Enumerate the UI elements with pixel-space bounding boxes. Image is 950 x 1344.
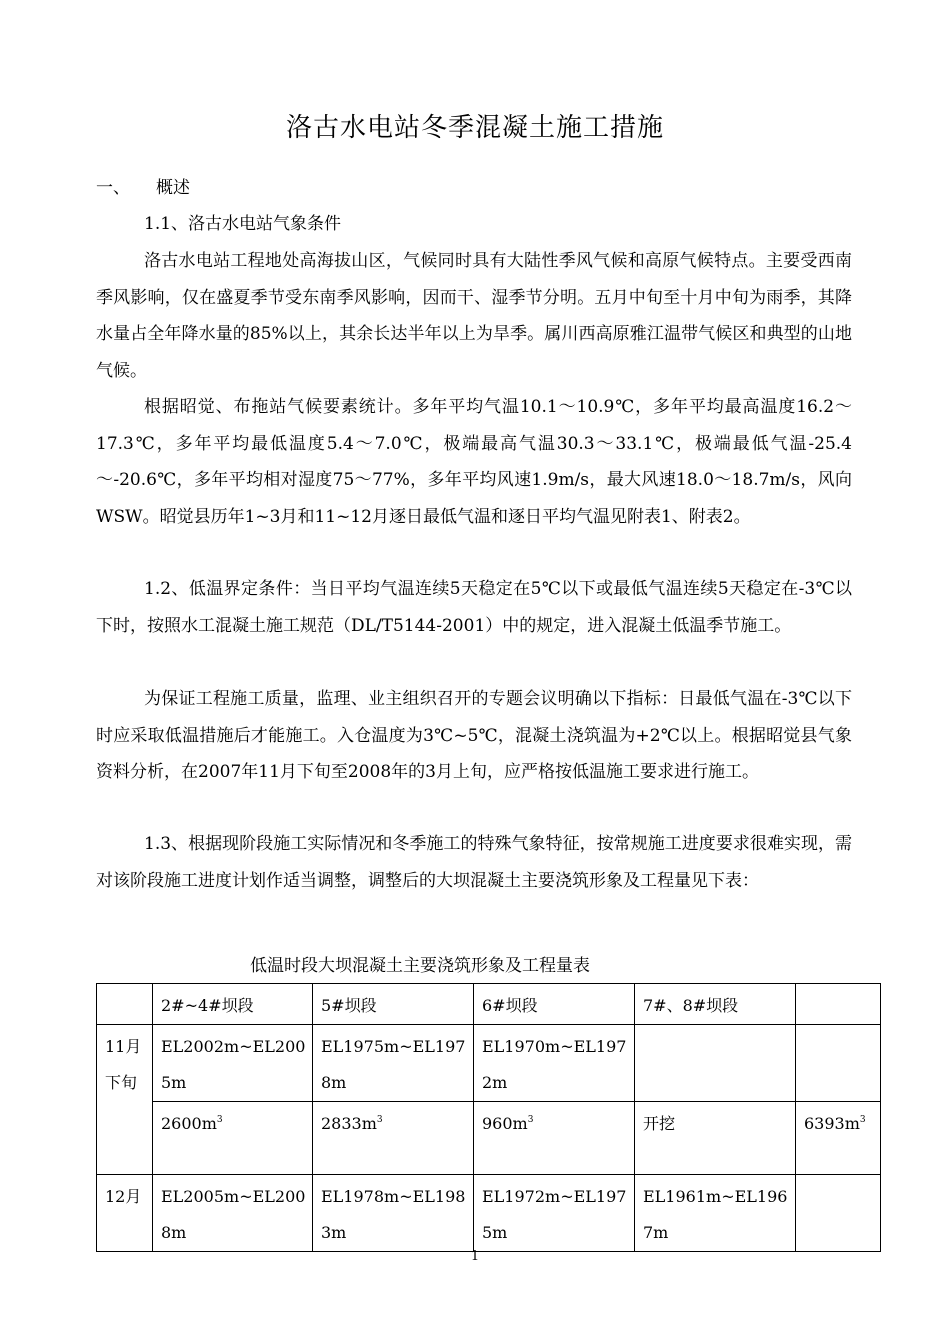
table-row — [97, 1102, 881, 1175]
elevation-cell — [796, 1175, 881, 1252]
table-header-row — [97, 984, 881, 1025]
pour-quantity-table — [96, 983, 881, 1252]
elevation-cell: EL2005m~EL2008m — [153, 1175, 313, 1252]
table-header-cell — [796, 984, 881, 1025]
table-header-cell: 6#坝段 — [474, 984, 635, 1025]
table-header-cell: 5#坝段 — [313, 984, 474, 1025]
elevation-cell: EL1972m~EL1975m — [474, 1175, 635, 1252]
elevation-cell — [635, 1025, 796, 1102]
subsection-heading: 1.1、洛古水电站气象条件 — [144, 214, 342, 234]
paragraph-schedule: 1.3、根据现阶段施工实际情况和冬季施工的特殊气象特征，按常规施工进度要求很难实现，需对该阶段施工进度计划作适当调整，调整后的大坝混凝土主要浇筑形象及工程量见下表： — [96, 834, 852, 891]
paragraph-climate: 洛古水电站工程地处高海拔山区，气候同时具有大陆性季风气候和高原气候特点。主要受西南季风影响，仅在盛夏季节受东南季风影响，因而干、湿季节分明。五月中旬至十月中旬为雨季，其降水量占全年降水量的85%以上，其余长达半年以上为旱季。属川西高原雅江温带气候区和典型的山地气候。 — [96, 251, 852, 381]
volume-cell: $960m^3$ — [474, 1102, 635, 1175]
month-cell: 11月下旬 — [97, 1025, 153, 1175]
paragraph-indicators: 为保证工程施工质量，监理、业主组织召开的专题会议明确以下指标：日最低气温在-3℃以下时应采取低温措施后才能施工。入仓温度为3℃~5℃，混凝土浇筑温为+2℃以上。根据昭觉县气象资料分析，在2007年11月下旬至2008年的3月上旬，应严格按低温施工要求进行施工。 — [96, 689, 852, 782]
elevation-cell — [796, 1025, 881, 1102]
volume-cell: $2833m^3$ — [313, 1102, 474, 1175]
table-row — [97, 1025, 881, 1102]
elevation-cell: EL1975m~EL1978m — [313, 1025, 474, 1102]
elevation-cell: EL1961m~EL1967m — [635, 1175, 796, 1252]
paragraph-low-temp-criteria: 1.2、低温界定条件：当日平均气温连续5天稳定在5℃以下或最低气温连续5天稳定在-3℃以下时，按照水工混凝土施工规范（DL/T5144-2001）中的规定，进入混凝土低温季节施工。 — [96, 579, 852, 636]
elevation-cell: EL2002m~EL2005m — [153, 1025, 313, 1102]
month-cell: 12月 — [97, 1175, 153, 1252]
volume-cell: $6393m^3$ — [796, 1102, 881, 1175]
section-number: 一、 — [96, 178, 130, 198]
table-caption: 低温时段大坝混凝土主要浇筑形象及工程量表 — [250, 956, 590, 976]
table-header-cell — [97, 984, 153, 1025]
volume-cell: 开挖 — [635, 1102, 796, 1175]
paragraph-statistics: 根据昭觉、布拖站气候要素统计。多年平均气温10.1～10.9℃，多年平均最高温度16.2～17.3℃，多年平均最低温度5.4～7.0℃，极端最高气温30.3～33.1℃，极端最低气温-25.4～-20.6℃，多年平均相对湿度75～77%，多年平均风速1.9m/s，最大风速18.0～18.7m/s，风向WSW。昭觉县历年1~3月和11~12月逐日最低气温和逐日平均气温见附表1、附表2。 — [96, 397, 852, 527]
document-title: 洛古水电站冬季混凝土施工措施 — [285, 113, 664, 143]
table-header-cell: 7#、8#坝段 — [635, 984, 796, 1025]
elevation-cell: EL1978m~EL1983m — [313, 1175, 474, 1252]
table-row — [97, 1175, 881, 1252]
page-number: 1 — [470, 1249, 480, 1264]
elevation-cell: EL1970m~EL1972m — [474, 1025, 635, 1102]
table-header-cell: 2#~4#坝段 — [153, 984, 313, 1025]
section-title: 概述 — [156, 178, 190, 198]
volume-cell: $2600m^3$ — [153, 1102, 313, 1175]
